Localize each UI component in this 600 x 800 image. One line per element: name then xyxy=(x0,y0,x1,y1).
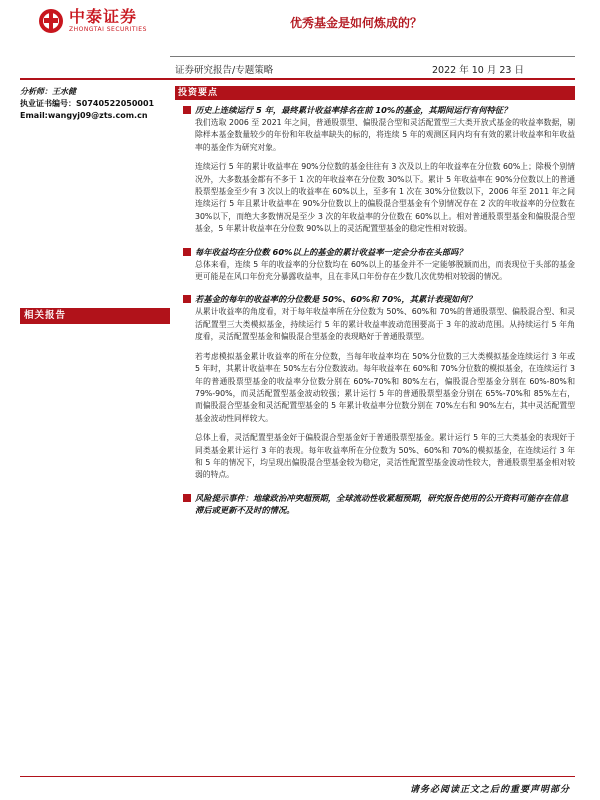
section-title: 投资要点 xyxy=(175,86,575,100)
body-paragraph: 总体来看，连续 5 年的收益率的分位数均在 60%以上的基金并不一定能够脱颖而出，而表现位于头部的基金更可能是在风口年份充分暴露收益率，且在非风口年份存在少数几次优势相对较弱的情况。 xyxy=(195,259,575,282)
footer-disclaimer: 请务必阅读正文之后的重要声明部分 xyxy=(409,785,570,795)
analyst-email: Email:wangyj09@zts.com.cn xyxy=(20,111,148,120)
key-point-2 xyxy=(175,246,575,284)
key-point-heading: 若基金的每年的收益率的分位数是 50%、60%和 70%，其累计表现如何？ xyxy=(195,294,477,305)
key-point-heading: 历史上连续运行 5 年，最终累计收益率排名在前 10%的基金，其期间运行有何特征？ xyxy=(195,105,512,115)
bullet-square-icon xyxy=(183,494,191,502)
license-number: 执业证书编号：S0740522050001 xyxy=(20,99,155,108)
key-point-3 xyxy=(175,293,575,481)
page-footer xyxy=(0,776,600,800)
key-point-heading: 每年收益均在分位数 60%以上的基金的累计收益率一定会分布在头部吗？ xyxy=(195,246,467,257)
analyst-name: 分析师：王水健 xyxy=(20,87,76,96)
body-paragraph: 从累计收益率的角度看，对于每年收益率所在分位数为 50%、60%和 70%的普通股票型、偏股混合型、和灵活配置型三大类模拟基金，持续运行 5 年的累计收益率波动范围要高于 3 年的波动范围。从持续运行 5 年角度看，灵活配置型基金和偏股混合型基金的表现略好于普通股票型。 xyxy=(195,307,575,342)
header-divider xyxy=(170,56,575,57)
body-paragraph: 总体上看，灵活配置型基金好于偏股混合型基金好于普通股票型基金。累计运行 5 年的三大类基金的表现好于同类基金累计运行 3 年的表现。每年收益率所在分位数为 50%、60%和 70%的模拟基金，在连续运行 3 年和 5 年的情况下，均呈现出偏股混合型基金较为稳定，灵活性配置型基金波动性较大，普通股票型基金相对较弱的特点。 xyxy=(195,433,575,480)
risk-warning-text: 风险提示事件：地缘政治冲突超预期，全球流动性收紧超预期，研究报告使用的公开资料可能存在信息滞后或更新不及时的情况。 xyxy=(195,492,569,515)
body-paragraph: 连续运行 5 年的累计收益率在 90%分位数的基金往往有 3 次及以上的年收益率在分位数 60%上；除极个别情况外，大多数基金都有不多于 1 次的年收益率在分位数 30%以下。累计 5 年收益率在 90%分位数以上的普通股票型基金至少有 3 次以上的收益率在 60%以上，至多有 1 次在 30%分位数以下，2006 年至 2011 年之间连续运行 5 年且累计收益率在 90%分位数以上的偏股混合型基金有个别情况存在 2 次的年收益率的分位数在 30%以下，而绝大多数情况是至少 3 次的年收益率的分位数在 60%以上。相对普通股票型基金和偏股混合型基金，5 年累计收益率在分位数 90%以上的灵活配置型基金的稳定性相对较弱。 xyxy=(195,162,575,234)
risk-warning xyxy=(175,492,575,516)
company-logo xyxy=(38,8,147,34)
report-date: 2022 年 10 月 23 日 xyxy=(432,65,524,76)
bullet-square-icon xyxy=(183,248,191,256)
body-paragraph: 若考虑模拟基金累计收益率的所在分位数，当每年收益率均在 50%分位数的三大类模拟基金连续运行 3 年或 5 年时，其累计收益率在 50%左右分位数波动。每年收益率在 60%和 70%分位数的模拟基金，在连续运行 3 年的普通股票型基金的收益率分位数分别在 60%-70%和 80%左右，偏股混合型基金分别在 60%-80%和 79%-90%，而灵活配置型基金波动较强；累计运行 5 年的普通股票型基金分别在 65%-70%和 85%左右，而偏股混合型基金和灵活配置型基金的 5 年累计收益率分位数分别在 70%左右和 90%左右，其中灵活配置型基金波动性同样较大。 xyxy=(195,351,575,423)
logo-chinese-name: 中泰证券 xyxy=(69,7,138,26)
page-header xyxy=(0,0,600,76)
body-paragraph: 我们选取 2006 至 2021 年之间，普通股票型、偏股混合型和灵活配置型三大类开放式基金的收益率数据，剔除样本基金数量较少的年份和年收益率缺失的标的，将连续 5 年的观测区间内均有有效的累计收益率和年收益率的基金作为研究对象。 xyxy=(195,118,575,152)
logo-english-name: ZHONGTAI SECURITIES xyxy=(69,26,147,33)
report-title: 优秀基金是如何炼成的？ xyxy=(290,16,423,30)
zhongtai-logo-icon xyxy=(38,8,64,34)
footer-rule xyxy=(20,776,575,777)
sidebar xyxy=(20,86,170,122)
bullet-square-icon xyxy=(183,295,191,303)
main-content xyxy=(175,86,575,516)
header-red-rule xyxy=(20,78,575,80)
report-type: 证券研究报告/专题策略 xyxy=(175,65,274,76)
key-point-1 xyxy=(175,104,575,236)
related-reports-header: 相关报告 xyxy=(20,308,170,324)
bullet-square-icon xyxy=(183,106,191,114)
